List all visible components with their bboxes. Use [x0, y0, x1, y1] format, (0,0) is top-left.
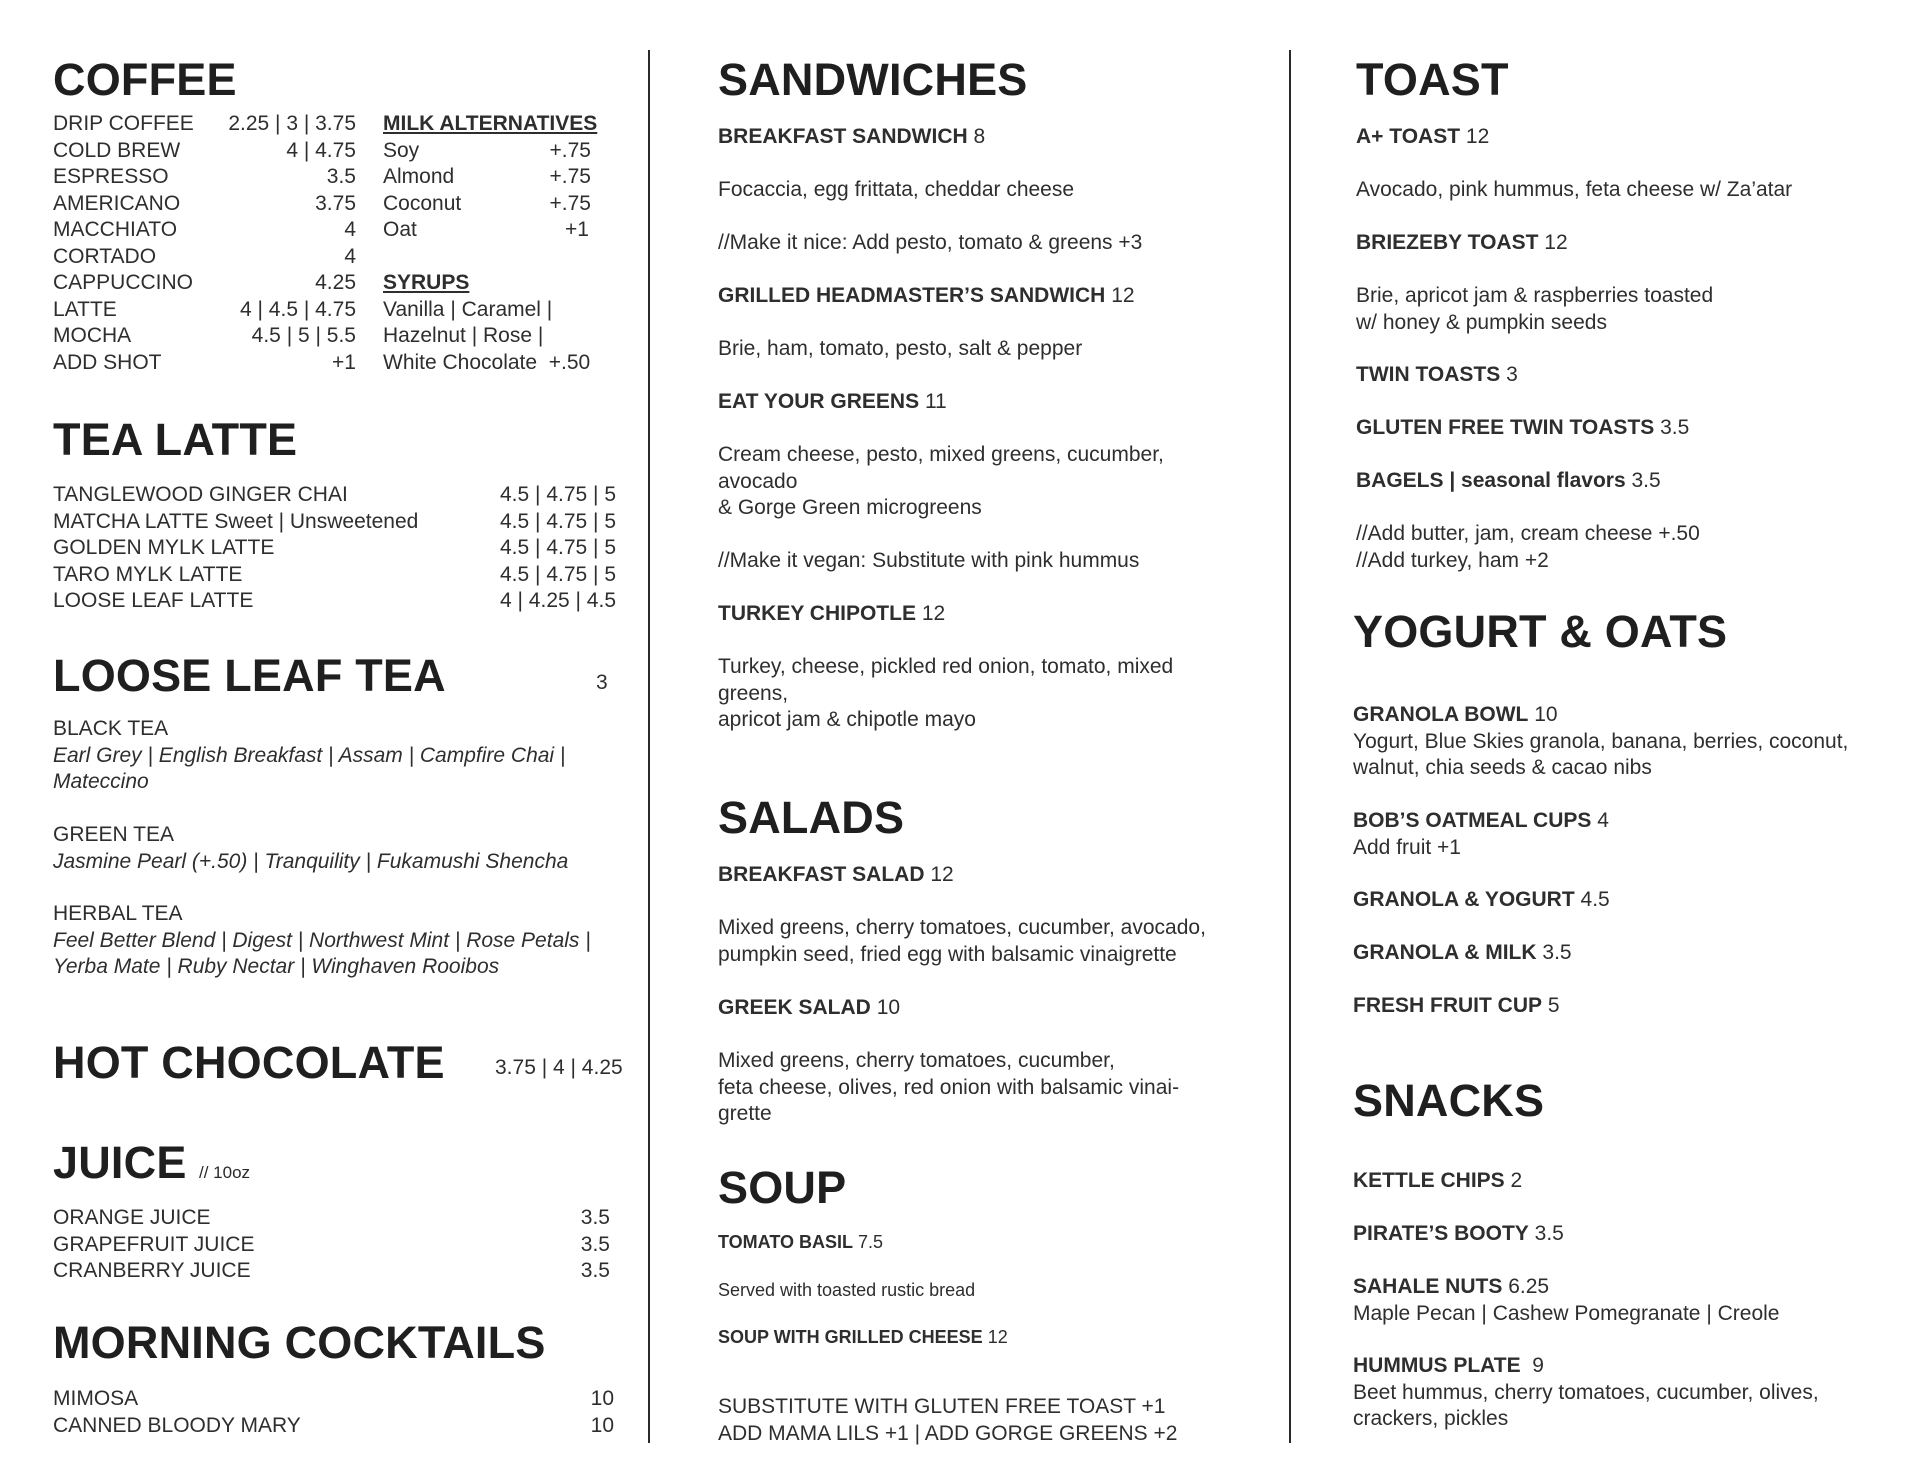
coffee-item-name: CAPPUCCINO — [53, 271, 194, 294]
snack-price: 2 — [1510, 1169, 1523, 1192]
toast-name: GLUTEN FREE TWIN TOASTS — [1356, 416, 1655, 439]
milk-item-price: +.75 — [549, 165, 591, 188]
snack-desc-line: crackers, pickles — [1353, 1407, 1509, 1430]
sandwich-desc — [718, 442, 1164, 522]
milk-item — [383, 138, 605, 165]
cocktail-item — [53, 1386, 614, 1413]
juice-item — [53, 1232, 610, 1259]
yogurt-item — [1353, 940, 1572, 967]
sandwich-desc — [718, 654, 1173, 734]
soup-sub-line: SUBSTITUTE WITH GLUTEN FREE TOAST +1 — [718, 1395, 1166, 1418]
yogurt-desc-line: walnut, chia seeds & cacao nibs — [1353, 756, 1652, 779]
toast-price: 12 — [1465, 125, 1490, 148]
coffee-item-price: 4.5 | 5 | 5.5 — [251, 324, 356, 347]
toast-desc-line: Brie, apricot jam & raspberries toasted — [1356, 284, 1714, 307]
syrups-line-text: White Chocolate — [383, 350, 538, 374]
snack-name: KETTLE CHIPS — [1353, 1169, 1505, 1192]
soup-desc: Served with toasted rustic bread — [718, 1280, 976, 1300]
toast-item — [1356, 230, 1568, 257]
snack-price: 9 — [1532, 1354, 1544, 1377]
soup-price: 7.5 — [858, 1232, 884, 1252]
toast-addon-line: //Add turkey, ham +2 — [1356, 548, 1549, 572]
sandwich-desc-line: Cream cheese, pesto, mixed greens, cucumber, — [718, 443, 1164, 466]
snack-name: PIRATE’S BOOTY — [1353, 1222, 1529, 1245]
snack-name: HUMMUS PLATE — [1353, 1354, 1521, 1377]
soup-name: SOUP WITH GRILLED CHEESE — [718, 1327, 983, 1347]
coffee-item — [53, 111, 356, 138]
coffee-item-price: 4.25 — [315, 271, 356, 294]
black-tea-varieties: Mateccino — [53, 770, 149, 793]
toast-addon-line: //Add butter, jam, cream cheese +.50 — [1356, 522, 1700, 545]
soup-title: SOUP — [718, 1162, 847, 1213]
soup-price: 12 — [987, 1327, 1008, 1347]
snack-desc-line: Maple Pecan | Cashew Pomegranate | Creole — [1353, 1301, 1780, 1325]
coffee-item-name: COLD BREW — [53, 138, 181, 162]
sandwich-desc-line: greens, — [718, 681, 789, 705]
syrups-title: SYRUPS — [383, 271, 470, 294]
yogurt-name: GRANOLA & YOGURT — [1353, 888, 1575, 911]
green-tea-title: GREEN TEA — [53, 823, 174, 846]
black-tea — [53, 716, 565, 796]
coffee-item — [53, 138, 356, 165]
toast-item — [1356, 362, 1518, 389]
tea-latte-item — [53, 509, 616, 536]
tea-latte-item-price: 4.5 | 4.75 | 5 — [500, 562, 616, 586]
coffee-item-name: AMERICANO — [53, 191, 181, 215]
green-tea — [53, 822, 568, 875]
yogurt-item — [1353, 702, 1848, 782]
toast-name: BAGELS | seasonal flavors — [1356, 469, 1626, 492]
sandwich-extra: //Make it vegan: Substitute with pink hummus — [718, 549, 1140, 572]
coffee-item — [53, 164, 356, 191]
yogurt-name: FRESH FRUIT CUP — [1353, 994, 1542, 1017]
yogurt-item — [1353, 887, 1610, 914]
yogurt-name: GRANOLA & MILK — [1353, 941, 1537, 964]
syrups-line: Hazelnut | Rose | — [383, 324, 544, 347]
coffee-item-name: MACCHIATO — [53, 218, 178, 241]
syrups — [383, 270, 613, 376]
coffee-list — [53, 111, 356, 376]
sandwich-price: 11 — [924, 390, 947, 413]
sandwiches-title: SANDWICHES — [718, 54, 1028, 105]
sandwich-desc-line: apricot jam & chipotle mayo — [718, 708, 976, 731]
snack-price: 3.5 — [1534, 1222, 1564, 1245]
toast-name: A+ TOAST — [1356, 125, 1461, 148]
sandwich-name: GRILLED HEADMASTER’S SANDWICH — [718, 284, 1106, 307]
salad-price: 12 — [930, 863, 954, 886]
tea-latte-item — [53, 562, 616, 589]
milk-item-name: Soy — [383, 138, 420, 162]
milk-alternatives — [383, 111, 605, 244]
salad-desc-line: grette — [718, 1102, 772, 1125]
milk-item-name: Oat — [383, 218, 417, 241]
juice-item-name: CRANBERRY JUICE — [53, 1259, 251, 1282]
herbal-tea-varieties: Feel Better Blend | Digest | Northwest Mint | Rose Petals | — [53, 928, 591, 952]
snack-item — [1353, 1221, 1564, 1248]
salad-name: GREEK SALAD — [718, 996, 871, 1019]
juice-item-price: 3.5 — [580, 1232, 610, 1256]
milk-item — [383, 191, 605, 218]
coffee-item-name: MOCHA — [53, 324, 132, 347]
sandwich-name: TURKEY CHIPOTLE — [718, 602, 916, 625]
milk-item — [383, 164, 605, 191]
coffee-item — [53, 191, 356, 218]
tea-latte-item-name: MATCHA LATTE Sweet | Unsweetened — [53, 509, 419, 533]
loose-leaf-title: LOOSE LEAF TEA — [53, 650, 446, 701]
toast-price: 3.5 — [1631, 469, 1661, 492]
tea-latte-title: TEA LATTE — [53, 414, 298, 465]
sandwich-item — [718, 283, 1135, 310]
hot-chocolate-title: HOT CHOCOLATE — [53, 1037, 445, 1088]
coffee-item — [53, 323, 356, 350]
sandwich-extra: //Make it nice: Add pesto, tomato & greens +3 — [718, 231, 1143, 254]
soup-substitutions — [718, 1394, 1177, 1447]
yogurt-price: 5 — [1547, 994, 1560, 1017]
toast-item — [1356, 415, 1689, 442]
coffee-item-name: ESPRESSO — [53, 165, 169, 188]
tea-latte-item — [53, 588, 616, 615]
tea-latte-item-price: 4 | 4.25 | 4.5 — [500, 589, 616, 612]
coffee-item-name: DRIP COFFEE — [53, 112, 194, 135]
tea-latte-item-name: LOOSE LEAF LATTE — [53, 589, 254, 612]
toast-title: TOAST — [1356, 54, 1509, 105]
soup-sub-line: ADD MAMA LILS +1 | ADD GORGE GREENS +2 — [718, 1421, 1178, 1445]
salad-name: BREAKFAST SALAD — [718, 863, 925, 886]
snack-item — [1353, 1353, 1819, 1433]
tea-latte-item — [53, 482, 616, 509]
juice-note: // 10oz — [199, 1163, 251, 1182]
sandwich-desc-line: Turkey, cheese, pickled red onion, tomato, mixed — [718, 655, 1174, 678]
salad-desc-line: pumpkin seed, fried egg with balsamic vinaigrette — [718, 942, 1177, 966]
juice-item — [53, 1258, 610, 1285]
juice-item — [53, 1205, 610, 1232]
toast-item — [1356, 468, 1661, 495]
yogurt-price: 3.5 — [1542, 941, 1572, 964]
milk-alternatives-title: MILK ALTERNATIVES — [383, 112, 598, 135]
herbal-tea-title: HERBAL TEA — [53, 902, 183, 925]
snack-desc-line: Beet hummus, cherry tomatoes, cucumber, olives, — [1353, 1380, 1819, 1404]
toast-desc: Avocado, pink hummus, feta cheese w/ Za’atar — [1356, 178, 1793, 201]
salads-title: SALADS — [718, 792, 905, 843]
sandwich-name: BREAKFAST SANDWICH — [718, 125, 968, 148]
sandwich-name: EAT YOUR GREENS — [718, 390, 920, 413]
milk-item-price: +.75 — [549, 138, 591, 162]
cocktails-list — [53, 1386, 614, 1439]
yogurt-name: BOB’S OATMEAL CUPS — [1353, 809, 1592, 832]
snack-price: 6.25 — [1508, 1275, 1550, 1298]
sandwich-desc: Focaccia, egg frittata, cheddar cheese — [718, 178, 1075, 201]
milk-item — [383, 217, 605, 244]
cocktail-item-name: CANNED BLOODY MARY — [53, 1413, 301, 1437]
column-divider-right — [1289, 50, 1291, 1443]
cocktails-title: MORNING COCKTAILS — [53, 1317, 546, 1368]
coffee-item — [53, 297, 356, 324]
toast-addons — [1356, 521, 1700, 574]
coffee-item-price: 4 | 4.5 | 4.75 — [240, 297, 356, 321]
tea-latte-item-price: 4.5 | 4.75 | 5 — [500, 536, 616, 559]
yogurt-price: 10 — [1534, 703, 1558, 726]
coffee-item-price: 2.25 | 3 | 3.75 — [228, 112, 356, 135]
coffee-item-price: 4 | 4.75 — [286, 138, 356, 162]
salad-item — [718, 995, 900, 1022]
snack-item — [1353, 1168, 1522, 1195]
juice-item-price: 3.5 — [580, 1206, 610, 1229]
coffee-item-price: 4 — [344, 218, 356, 241]
toast-name: TWIN TOASTS — [1356, 363, 1501, 386]
salad-desc — [718, 915, 1206, 968]
tea-latte-item-price: 4.5 | 4.75 | 5 — [500, 509, 616, 533]
syrups-line: Vanilla | Caramel | — [383, 297, 553, 321]
column-divider-left — [648, 50, 650, 1443]
yogurt-desc-line: Add fruit +1 — [1353, 835, 1461, 859]
sandwich-price: 12 — [921, 602, 946, 625]
black-tea-varieties: Earl Grey | English Breakfast | Assam | Campfire Chai | — [53, 743, 566, 767]
toast-price: 12 — [1544, 231, 1568, 254]
yogurt-price: 4 — [1597, 809, 1609, 832]
soup-name: TOMATO BASIL — [718, 1232, 853, 1252]
juice-item-name: ORANGE JUICE — [53, 1206, 211, 1229]
juice-item-price: 3.5 — [580, 1259, 610, 1282]
green-tea-varieties: Jasmine Pearl (+.50) | Tranquility | Fukamushi Shencha — [53, 849, 569, 873]
juice-list — [53, 1205, 610, 1285]
coffee-item-price: +1 — [332, 350, 356, 374]
herbal-tea — [53, 901, 591, 981]
yogurt-desc-line: Yogurt, Blue Skies granola, banana, berries, coconut, — [1353, 729, 1849, 753]
milk-item-name: Coconut — [383, 191, 462, 215]
coffee-item — [53, 270, 356, 297]
salad-desc-line: Mixed greens, cherry tomatoes, cucumber, — [718, 1049, 1115, 1072]
herbal-tea-varieties: Yerba Mate | Ruby Nectar | Winghaven Rooibos — [53, 955, 500, 978]
milk-item-name: Almond — [383, 165, 455, 188]
toast-desc — [1356, 283, 1713, 336]
coffee-item-price: 3.5 — [326, 165, 356, 188]
coffee-item — [53, 350, 356, 377]
salad-item — [718, 862, 954, 889]
tea-latte-item-name: TANGLEWOOD GINGER CHAI — [53, 483, 348, 506]
coffee-item-name: LATTE — [53, 297, 117, 321]
snack-name: SAHALE NUTS — [1353, 1275, 1503, 1298]
toast-price: 3 — [1506, 363, 1518, 386]
coffee-item — [53, 244, 356, 271]
yogurt-item — [1353, 808, 1609, 861]
juice-heading — [53, 1137, 251, 1188]
syrups-price: +.50 — [548, 350, 591, 374]
loose-leaf-price: 3 — [596, 671, 608, 694]
coffee-item — [53, 217, 356, 244]
cocktail-item-price: 10 — [590, 1387, 614, 1410]
toast-item — [1356, 124, 1489, 151]
coffee-item-name: ADD SHOT — [53, 350, 162, 374]
syrups-line — [383, 350, 613, 377]
cocktail-item-price: 10 — [590, 1413, 614, 1437]
yogurt-price: 4.5 — [1580, 888, 1610, 911]
snacks-title: SNACKS — [1353, 1075, 1545, 1126]
toast-desc-line: w/ honey & pumpkin seeds — [1356, 310, 1607, 334]
juice-item-name: GRAPEFRUIT JUICE — [53, 1232, 255, 1256]
coffee-title: COFFEE — [53, 54, 237, 105]
hot-chocolate-price: 3.75 | 4 | 4.25 — [495, 1056, 623, 1079]
sandwich-item — [718, 124, 985, 151]
black-tea-title: BLACK TEA — [53, 717, 169, 740]
tea-latte-item — [53, 535, 616, 562]
snack-item — [1353, 1274, 1779, 1327]
salad-desc-line: feta cheese, olives, red onion with balsamic vinai- — [718, 1075, 1180, 1099]
toast-name: BRIEZEBY TOAST — [1356, 231, 1539, 254]
salad-desc-line: Mixed greens, cherry tomatoes, cucumber, avocado, — [718, 916, 1206, 939]
yogurt-name: GRANOLA BOWL — [1353, 703, 1529, 726]
tea-latte-item-name: TARO MYLK LATTE — [53, 562, 243, 586]
sandwich-price: 8 — [973, 125, 986, 148]
soup-item — [718, 1324, 1008, 1351]
tea-latte-list — [53, 482, 616, 615]
coffee-item-price: 3.75 — [315, 191, 356, 215]
yogurt-item — [1353, 993, 1560, 1020]
yogurt-title: YOGURT & OATS — [1353, 606, 1728, 657]
tea-latte-item-name: GOLDEN MYLK LATTE — [53, 536, 275, 559]
cocktail-item-name: MIMOSA — [53, 1387, 139, 1410]
milk-item-price: +.75 — [549, 191, 591, 215]
sandwich-desc-line: & Gorge Green microgreens — [718, 496, 982, 519]
sandwich-item — [718, 389, 947, 416]
tea-latte-item-price: 4.5 | 4.75 | 5 — [500, 483, 616, 506]
salad-price: 10 — [876, 996, 901, 1019]
coffee-item-price: 4 — [344, 244, 356, 268]
sandwich-desc: Brie, ham, tomato, pesto, salt & pepper — [718, 337, 1083, 360]
sandwich-price: 12 — [1111, 284, 1135, 307]
coffee-item-name: CORTADO — [53, 244, 157, 268]
cocktail-item — [53, 1413, 614, 1440]
soup-item — [718, 1229, 883, 1256]
juice-title: JUICE — [53, 1137, 187, 1188]
sandwich-item — [718, 601, 945, 628]
sandwich-desc-line: avocado — [718, 469, 798, 493]
salad-desc — [718, 1048, 1179, 1128]
milk-item-price: +1 — [565, 218, 589, 241]
toast-price: 3.5 — [1660, 416, 1690, 439]
